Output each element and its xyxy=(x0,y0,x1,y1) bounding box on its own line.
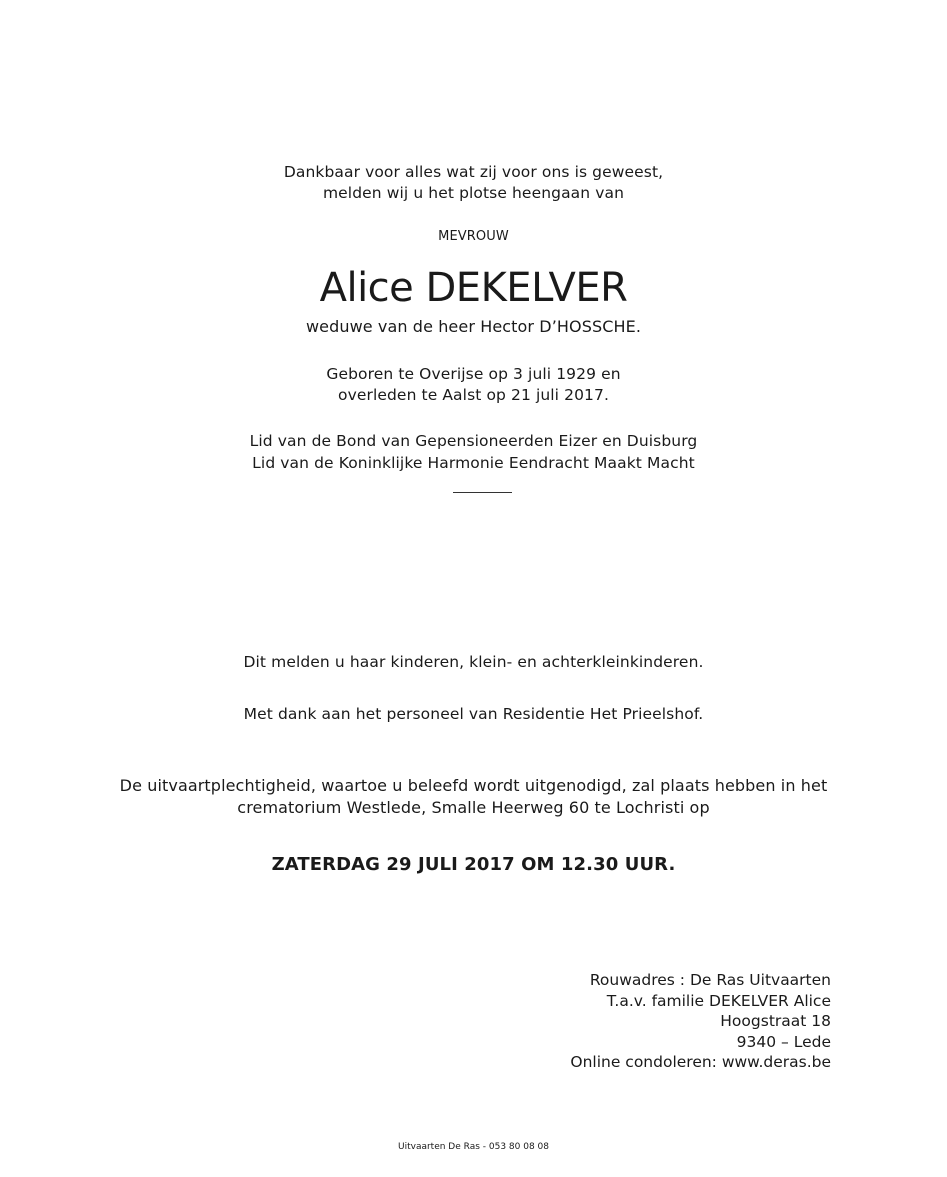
footer: Uitvaarten De Ras - 053 80 08 08 xyxy=(398,1142,549,1152)
intro-line-1: Dankbaar voor alles wat zij voor ons is geweest, xyxy=(283,163,664,181)
deceased-name: Alice DEKELVER xyxy=(319,265,628,311)
honorific: MEVROUW xyxy=(438,229,509,244)
mourning-address xyxy=(570,970,831,1073)
spouse-line: weduwe van de heer Hector D’HOSSCHE. xyxy=(305,317,642,336)
ceremony-line-1: De uitvaartplechtigheid, waartoe u beleefd wordt uitgenodigd, zal plaats hebben in het xyxy=(119,776,828,795)
death-line: overleden te Aalst op 21 juli 2017. xyxy=(337,386,609,404)
address-line-2: T.a.v. familie DEKELVER Alice xyxy=(606,991,831,1010)
family-announcement: Dit melden u haar kinderen, klein- en achterkleinkinderen. xyxy=(243,653,704,671)
birth-line: Geboren te Overijse op 3 juli 1929 en xyxy=(326,365,621,383)
intro-text xyxy=(0,162,947,204)
address-line-5: Online condoleren: www.deras.be xyxy=(570,1053,831,1072)
membership-item: Lid van de Bond van Gepensioneerden Eizer en Duisburg xyxy=(249,432,698,450)
ceremony-text xyxy=(0,775,947,819)
membership-item: Lid van de Koninklijke Harmonie Eendracht Maakt Macht xyxy=(252,454,695,472)
address-line-4: 9340 – Lede xyxy=(736,1032,831,1051)
life-dates xyxy=(0,364,947,406)
divider xyxy=(453,492,512,493)
thanks-line: Met dank aan het personeel van Residentie Het Prieelshof. xyxy=(243,705,704,723)
ceremony-datetime: ZATERDAG 29 JULI 2017 OM 12.30 UUR. xyxy=(271,854,676,875)
address-line-3: Hoogstraat 18 xyxy=(720,1012,831,1031)
ceremony-line-2: crematorium Westlede, Smalle Heerweg 60 te Lochristi op xyxy=(237,798,710,817)
address-line-1: Rouwadres : De Ras Uitvaarten xyxy=(589,971,831,989)
intro-line-2: melden wij u het plotse heengaan van xyxy=(322,184,625,202)
memberships xyxy=(0,430,947,474)
